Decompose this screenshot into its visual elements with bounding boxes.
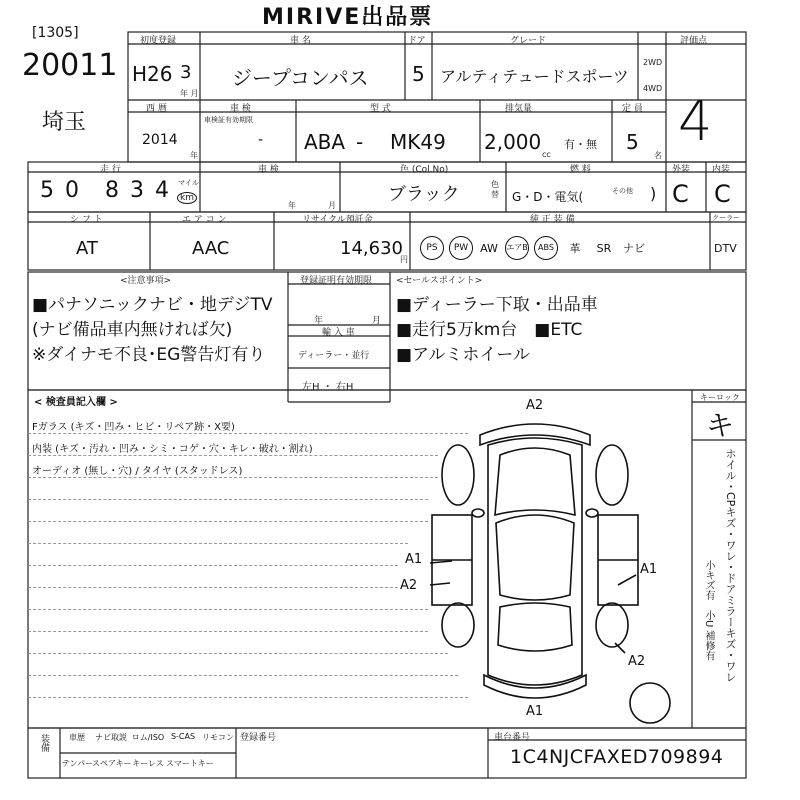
model-prefix: ABA (304, 130, 346, 154)
label-recycle: リサイクル預託金 (302, 215, 373, 225)
persons-unit: 名 (654, 151, 662, 160)
registration-label: 登録証明有効期限 (300, 276, 373, 286)
side-notes-2: 小キズ有 小U 補修有 (703, 560, 714, 661)
label-fuel: 燃 料 (570, 165, 591, 175)
label-seireki: 西 暦 (146, 104, 167, 114)
recycle-yen: 円 (400, 255, 408, 264)
inspection-line: オーディオ (無し・穴) / タイヤ (スタッドレス) (32, 466, 243, 477)
label-exterior: 外装 (672, 165, 691, 175)
lot-prefix: [1305] (32, 25, 79, 41)
bottom-item: スペアキー (92, 759, 132, 768)
equip-airbag: エアB (505, 236, 529, 260)
fuel-value: G・D・電気( (512, 190, 584, 204)
drive-4wd: 4WD (643, 84, 663, 93)
prefecture: 埼玉 (42, 110, 87, 135)
divider (28, 609, 428, 610)
mileage-mile: マイル (178, 179, 199, 187)
label-grade: グレード (510, 36, 547, 46)
displacement-value: 2,000 (484, 130, 542, 154)
aircon-value: AAC (192, 238, 230, 259)
divider (28, 455, 438, 456)
label-model: 型 式 (370, 104, 391, 114)
bottom-items-top (62, 732, 236, 743)
chassis-label: 車台番号 (494, 733, 531, 743)
bottom-vertical-label: 装備 (39, 734, 49, 752)
bottom-item: キーレス (132, 759, 164, 768)
damage-mark: A2 (400, 578, 418, 593)
model-value: MK49 (390, 130, 446, 154)
shift-value: AT (76, 238, 98, 259)
lot-number: 20011 (22, 48, 118, 83)
bottom-item: S-CAS (170, 732, 196, 741)
exterior-value: C (672, 180, 689, 208)
equipment-list (420, 236, 647, 260)
sales-point-line: ■ディーラー下取・出品車 (396, 295, 598, 315)
bottom-item: 車歴 (69, 733, 85, 742)
color-change: 色替 (491, 180, 499, 199)
equip-navi: ナビ (623, 242, 645, 255)
recycle-value: 14,630 (340, 238, 403, 259)
equip-leather: 革 (569, 242, 581, 255)
color-value: ブラック (388, 184, 460, 205)
divider (28, 521, 428, 522)
label-mileage: 走 行 (100, 165, 121, 175)
dealer-parallel: ディーラー・並行 (298, 351, 370, 361)
model-dash: - (356, 130, 364, 154)
equip-dtv: DTV (714, 242, 737, 255)
fuel-other: その他 (612, 187, 633, 195)
car-damage-diagram (400, 395, 690, 725)
mileage-digit: 0 (65, 178, 79, 203)
divider (28, 565, 398, 566)
import-label: 輸 入 車 (322, 328, 355, 338)
seireki-value: 2014 (142, 132, 178, 148)
mileage-digit: 8 (105, 178, 119, 203)
damage-mark: A1 (640, 562, 658, 577)
note-line: (ナビ備品車内無ければ欠) (32, 320, 233, 340)
year-suffix: 年 (190, 151, 198, 160)
registration-month: 月 (372, 316, 382, 326)
drive-2wd: 2WD (643, 58, 663, 67)
bottom-item: スマートキー (166, 759, 214, 768)
inspection-line: Fガラス (キズ・凹み・ヒビ・リペア跡・X要) (32, 422, 235, 433)
label-car-name: 車 名 (290, 36, 311, 46)
damage-mark: A2 (526, 398, 544, 413)
label-equipment: 純 正 装 備 (530, 215, 575, 225)
shaken-value: - (258, 132, 264, 148)
label-color: 色 (Col.No) (400, 165, 449, 175)
car-name-value: ジープコンパス (232, 66, 369, 90)
bottom-item: ロム/ISO (131, 733, 165, 742)
equip-aw: AW (480, 241, 498, 255)
sales-point-line: ■アルミホイール (396, 345, 531, 365)
shaken-note: 車検証有効期限 (204, 116, 253, 124)
bottom-item: テンパー (62, 759, 94, 768)
mileage-unit: km (177, 192, 197, 204)
month-value: 3 (180, 62, 192, 83)
label-interior: 内装 (712, 165, 731, 175)
inspection-label: < 検査員記入欄 > (34, 397, 118, 408)
divider (28, 631, 428, 632)
bottom-item: ナビ取説 (95, 733, 127, 742)
label-year-month: 年 月 (180, 89, 199, 98)
notes-label: <注意事項> (120, 276, 172, 286)
key-label: キーロック (700, 393, 740, 402)
rating-value: 4 (678, 90, 713, 153)
mileage-digit: 4 (155, 178, 169, 203)
label-aircon: エ ア コ ン (182, 215, 227, 225)
steering-side: 左H ・ 右H (302, 382, 354, 393)
doors-value: 5 (412, 62, 425, 86)
damage-mark: A1 (405, 552, 423, 567)
year-reg-value: H26 (132, 62, 173, 86)
shakan-year: 年 (288, 201, 296, 210)
equip-abs: ABS (534, 236, 558, 260)
note-line: ■パナソニックナビ・地デジTV (32, 295, 273, 315)
cc-unit: cc (542, 150, 551, 159)
divider (28, 477, 438, 478)
divider (28, 587, 398, 588)
sales-point-line: ■走行5万km台 ■ETC (396, 320, 583, 340)
fuel-close: ) (650, 184, 657, 203)
equip-ps: PS (420, 236, 444, 260)
divider (28, 653, 448, 654)
label-cooler: クーラー (712, 214, 740, 222)
grade-value: アルティテュードスポーツ (440, 67, 629, 86)
divider (28, 499, 428, 500)
equip-pw: PW (449, 236, 473, 260)
divider (28, 543, 408, 544)
label-displacement: 排気量 (505, 104, 533, 114)
damage-mark: A2 (628, 654, 646, 669)
mileage-digit: 3 (130, 178, 144, 203)
chassis-number: 1C4NJCFAXED709894 (510, 746, 724, 768)
capacity-value: 5 (626, 130, 639, 154)
label-capacity: 定 員 (622, 104, 643, 114)
label-shakan: 車 検 (258, 165, 279, 175)
label-shaken: 車 検 (230, 104, 251, 114)
label-doors: ドア (408, 36, 426, 46)
interior-value: C (714, 180, 731, 208)
label-year-reg: 初度登録 (140, 36, 177, 46)
label-rating: 評価点 (680, 36, 708, 46)
key-value: キ (706, 409, 735, 442)
bottom-item: リモコン (202, 733, 234, 742)
label-shift: シ フ ト (70, 215, 103, 225)
mileage-digit: 5 (40, 178, 54, 203)
page-title: MIRIVE出品票 (262, 5, 434, 30)
turbo-value: 有・無 (564, 138, 597, 151)
bottom-items-bottom (62, 758, 214, 769)
equip-sr: SR (596, 241, 612, 255)
note-line: ※ダイナモ不良･EG警告灯有り (32, 345, 266, 365)
registration-year: 年 (314, 316, 324, 326)
sales-points-label: <セールスポイント> (396, 276, 483, 286)
shakan-month: 月 (328, 201, 336, 210)
side-notes: ホイル・CPキズ・ワレ・ドアミラーキズ・ワレ (724, 448, 737, 683)
inspection-line: 内装 (キズ・汚れ・凹み・シミ・コゲ・穴・キレ・破れ・割れ) (32, 444, 313, 455)
divider (28, 675, 458, 676)
reg-number-label: 登録番号 (240, 733, 277, 743)
damage-mark: A1 (526, 704, 544, 719)
